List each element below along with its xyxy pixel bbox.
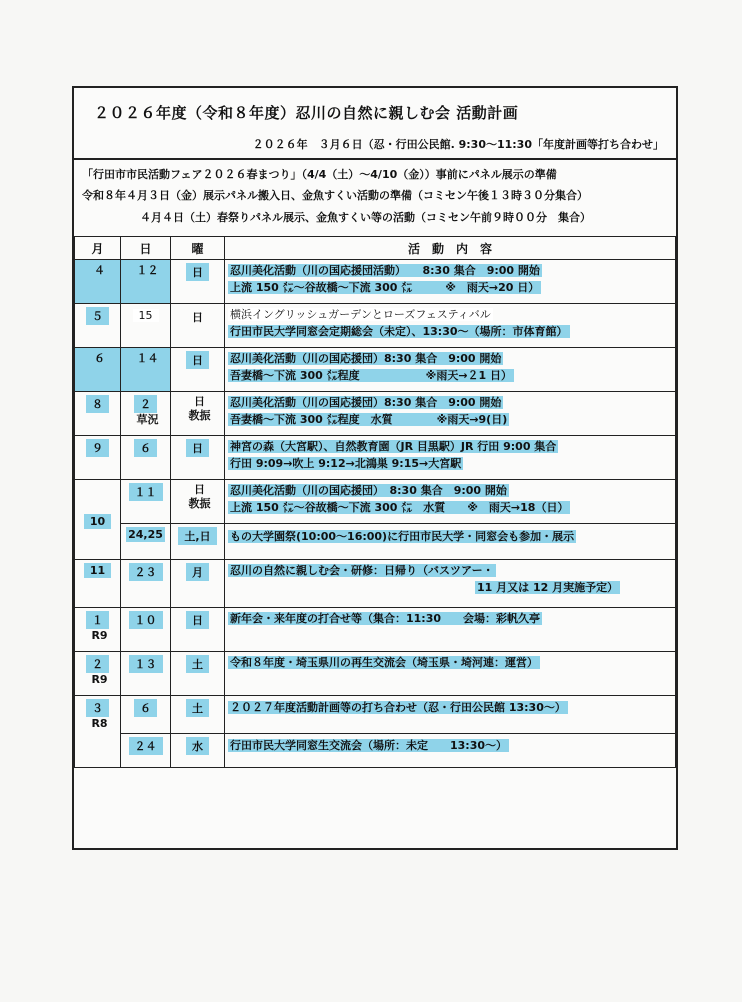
weekday-cell: 土 [171, 696, 225, 734]
activity-cell: 行田市民大学同窓生交流会（場所：未定 13:30～） [225, 734, 676, 768]
divider [74, 158, 676, 160]
weekday-cell: 水 [171, 734, 225, 768]
activity-cell: もの大学園祭(10:00～16:00)に行田市民大学・同窓会も参加・展示 [225, 524, 676, 560]
month-cell: ９ [75, 436, 121, 480]
weekday-cell: 日 [171, 436, 225, 480]
table-row [75, 560, 676, 608]
table-row [75, 304, 676, 348]
day-cell: 24,25 [121, 524, 171, 560]
activity-cell: 忍川美化活動（川の国応援団活動） 8:30 集合 9:00 開始 上流 150 ㍍～谷故橋～下流 300 ㍍ ※ 雨天→20 日） [225, 260, 676, 304]
day-cell: １４ [121, 348, 171, 392]
month-cell: 10 [75, 480, 121, 560]
month-cell: ２ R9 [75, 652, 121, 696]
column-header-activity: 活 動 内 容 [225, 237, 676, 260]
table-row [75, 392, 676, 436]
table-row [75, 260, 676, 304]
column-header-weekday: 曜 [171, 237, 225, 260]
month-cell: ６ [75, 348, 121, 392]
day-cell: １１ [121, 480, 171, 524]
day-cell: １０ [121, 608, 171, 652]
table-row [75, 608, 676, 652]
activity-cell: 神宮の森（大宮駅）、自然教育園（JR 目黒駅）JR 行田 9:00 集合 行田 9:09→吹上 9:12→北鴻巣 9:15→大宮駅 [225, 436, 676, 480]
day-cell: ２３ [121, 560, 171, 608]
activity-cell: 忍川美化活動（川の国応援団） 8:30 集合 9:00 開始 上流 150 ㍍～谷故橋～下流 300 ㍍ 水質 ※ 雨天→18（日） [225, 480, 676, 524]
day-cell: ６ [121, 696, 171, 734]
table-row [75, 734, 676, 768]
activity-cell: 忍川美化活動（川の国応援団）8:30 集合 9:00 開始 吾妻橋～下流 300 ㍍程度 ※雨天→２1 日） [225, 348, 676, 392]
table-row [75, 436, 676, 480]
table-row [75, 652, 676, 696]
weekday-cell: 日 [171, 348, 225, 392]
day-cell: ２ 草況 [121, 392, 171, 436]
activity-cell: 横浜イングリッシュガーデンとローズフェスティバル 行田市民大学同窓会定期総会（未定）、13:30～（場所：市体育館） [225, 304, 676, 348]
plan-sheet [72, 86, 678, 850]
weekday-cell: 日 教振 [171, 392, 225, 436]
weekday-cell: 日 [171, 260, 225, 304]
month-cell: ５ [75, 304, 121, 348]
column-header-day: 日 [121, 237, 171, 260]
table-row [75, 696, 676, 734]
month-cell: ３ R8 [75, 696, 121, 768]
weekday-cell: 日 [171, 608, 225, 652]
notice-line-3: ４月４日（土）春祭りパネル展示、金魚すくい等の活動（コミセン午前９時００分 集合） [140, 211, 591, 224]
month-cell: ８ [75, 392, 121, 436]
planning-meeting-note: ２０２６年 ３月６日（忍・行田公民館. 9:30～11:30「年度計画等打ち合わせ」 [252, 138, 664, 151]
notice-line-1: 「行田市市民活動フェア２０２６春まつり」（4/4（土）～4/10（金））事前にパネル展示の準備 [82, 168, 557, 181]
table-header-row [75, 237, 676, 260]
day-cell: １３ [121, 652, 171, 696]
weekday-cell: 月 [171, 560, 225, 608]
activity-cell: 新年会・来年度の打合せ等（集合：11:30 会場：彩帆久亭 [225, 608, 676, 652]
month-cell: １ R9 [75, 608, 121, 652]
day-cell: ６ [121, 436, 171, 480]
day-cell: １２ [121, 260, 171, 304]
table-row [75, 480, 676, 524]
activity-cell: 令和８年度・埼玉県川の再生交流会（埼玉県・埼河連：運営） [225, 652, 676, 696]
activity-cell: 忍川美化活動（川の国応援団）8:30 集合 9:00 開始 吾妻橋～下流 300 ㍍程度 水質 ※雨天→9(日) [225, 392, 676, 436]
day-cell: 15 [121, 304, 171, 348]
table-row [75, 348, 676, 392]
table-row [75, 524, 676, 560]
month-cell: 11 [75, 560, 121, 608]
weekday-cell: 土 [171, 652, 225, 696]
weekday-cell: 日 [171, 304, 225, 348]
month-cell: ４ [75, 260, 121, 304]
notice-line-2: 令和８年４月３日（金）展示パネル搬入日、金魚すくい活動の準備（コミセン午後１３時３０分集合） [82, 189, 588, 202]
page-title: ２０２６年度（令和８年度）忍川の自然に親しむ会 活動計画 [94, 104, 519, 122]
activity-cell: ２０２７年度活動計画等の打ち合わせ（忍・行田公民館 13:30～） [225, 696, 676, 734]
schedule-table [74, 236, 676, 768]
activity-cell: 忍川の自然に親しむ会・研修：日帰り（バスツアー・ 11 月又は 12 月実施予定） [225, 560, 676, 608]
weekday-cell: 日 教振 [171, 480, 225, 524]
day-cell: ２４ [121, 734, 171, 768]
weekday-cell: 土,日 [171, 524, 225, 560]
column-header-month: 月 [75, 237, 121, 260]
